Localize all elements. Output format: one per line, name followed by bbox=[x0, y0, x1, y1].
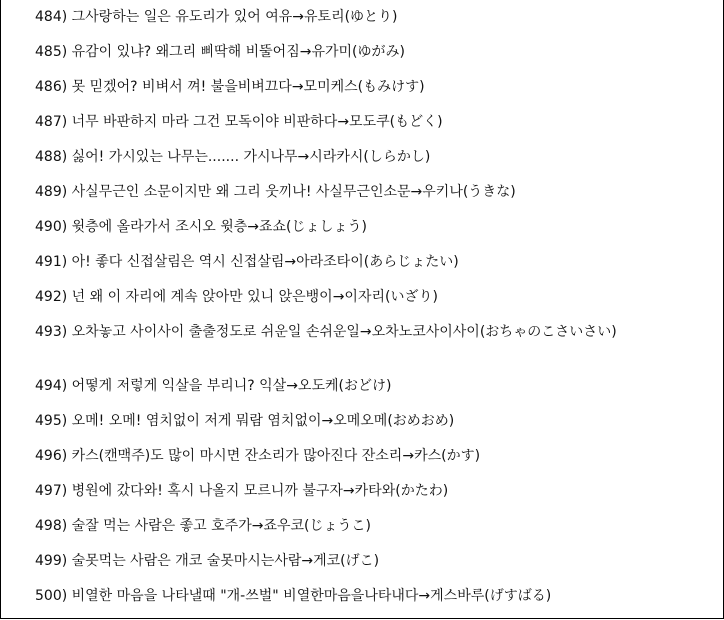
list-item: 484) 그사랑하는 일은 유도리가 있어 여유→유토리(ゆとり) bbox=[35, 9, 398, 25]
list-item: 487) 너무 바판하지 마라 그건 모독이야 비판하다→모도쿠(もどく) bbox=[35, 114, 443, 130]
list-item: 489) 사실무근인 소문이지만 왜 그리 웃끼나! 사실무근인소문→우키나(うきな) bbox=[35, 184, 516, 200]
list-item: 486) 못 믿겠어? 비벼서 껴! 불을비벼끄다→모미케스(もみけす) bbox=[35, 79, 425, 95]
list-item: 495) 오메! 오메! 염치없이 저게 뭐람 염치없이→오메오메(おめおめ) bbox=[35, 413, 455, 429]
list-item: 493) 오차놓고 사이사이 출출정도로 쉬운일 손쉬운일→오차노코사이사이(おちゃのこさいさい) bbox=[35, 324, 617, 340]
list-item: 499) 술못먹는 사람은 개코 술못마시는사람→게코(げこ) bbox=[35, 553, 380, 569]
list-item: 490) 윗층에 올라가서 조시오 윗층→죠쇼(じょしょう) bbox=[35, 219, 367, 235]
list-item: 492) 넌 왜 이 자리에 계속 앉아만 있니 앉은뱅이→이자리(いざり) bbox=[35, 289, 438, 305]
list-item: 498) 술잘 먹는 사람은 좋고 호주가→죠우코(じょうこ) bbox=[35, 518, 371, 534]
list-item: 488) 싫어! 가시있는 나무는....... 가시나무→시라카시(しらかし) bbox=[35, 149, 431, 165]
list-item: 494) 어떻게 저렇게 익살을 부리니? 익살→오도케(おどけ) bbox=[35, 378, 392, 394]
list-item: 491) 아! 좋다 신접살림은 역시 신접살림→아라조타이(あらじょたい) bbox=[35, 254, 459, 270]
list-item: 496) 카스(캔맥주)도 많이 마시면 잔소리가 많아진다 잔소리→카스(かす) bbox=[35, 448, 481, 464]
vocabulary-list bbox=[35, 4, 703, 618]
list-item: 500) 비열한 마음을 나타낼때 "개-쓰벌" 비열한마음을나타내다→게스바루(げすばる) bbox=[35, 588, 552, 604]
list-item: 497) 병원에 갔다와! 혹시 나올지 모르니까 불구자→카타와(かたわ) bbox=[35, 483, 449, 499]
list-item: 485) 유감이 있냐? 왜그리 삐딱해 비뚤어짐→유가미(ゆがみ) bbox=[35, 44, 405, 60]
